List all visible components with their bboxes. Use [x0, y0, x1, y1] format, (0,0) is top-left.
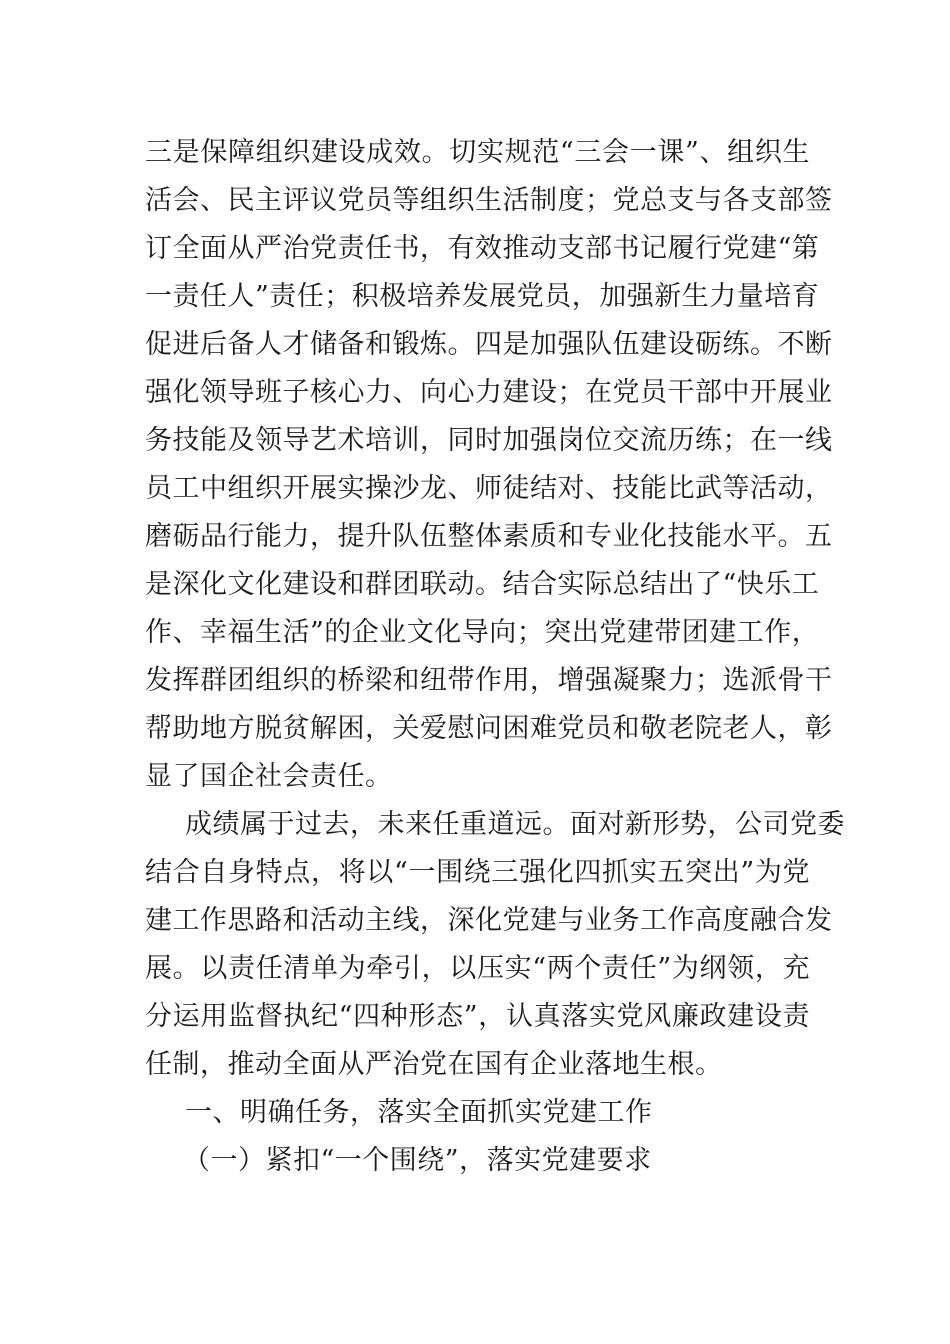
paragraph-line: 结合自身特点，将以“一围绕三强化四抓实五突出”为党	[145, 857, 810, 888]
paragraph-line: 员工中组织开展实操沙龙、师徒结对、技能比武等活动，	[145, 473, 833, 504]
paragraph-line: 分运用监督执纪“四种形态”，认真落实党风廉政建设责	[145, 1001, 810, 1032]
paragraph-line: 展。以责任清单为牵引，以压实“两个责任”为纲领，充	[145, 953, 810, 984]
paragraph-line: 建工作思路和活动主线，深化党建与业务工作高度融合发	[145, 905, 833, 936]
subsection-heading: （一）紧扣“一个围绕”，落实党建要求	[183, 1145, 652, 1176]
paragraph-line: 订全面从严治党责任书，有效推动支部书记履行党建“第	[145, 233, 820, 264]
paragraph-line: 发挥群团组织的桥梁和纽带作用，增强凝聚力；选派骨干	[145, 665, 833, 696]
paragraph-line: 一责任人”责任；积极培养发展党员，加强新生力量培育	[145, 281, 820, 312]
paragraph-line: 磨砺品行能力，提升队伍整体素质和专业化技能水平。五	[145, 521, 833, 552]
paragraph-line: 务技能及领导艺术培训，同时加强岗位交流历练；在一线	[145, 425, 833, 456]
paragraph-line: 显了国企社会责任。	[145, 761, 393, 792]
paragraph-line: 帮助地方脱贫解困，关爱慰问困难党员和敬老院老人，彰	[145, 713, 833, 744]
paragraph-line: 促进后备人才储备和锻炼。四是加强队伍建设砺练。不断	[145, 329, 833, 360]
paragraph-line: 三是保障组织建设成效。切实规范“三会一课”、组织生	[145, 137, 810, 168]
paragraph-line: 作、幸福生活”的企业文化导向；突出党建带团建工作，	[145, 617, 820, 648]
paragraph-line: 任制，推动全面从严治党在国有企业落地生根。	[145, 1049, 723, 1080]
paragraph-line: 是深化文化建设和群团联动。结合实际总结出了“快乐工	[145, 569, 820, 600]
paragraph-line: 成绩属于过去，未来任重道远。面对新形势，公司党委	[185, 809, 845, 840]
paragraph-line: 强化领导班子核心力、向心力建设；在党员干部中开展业	[145, 377, 833, 408]
section-heading: 一、明确任务，落实全面抓实党建工作	[185, 1097, 653, 1128]
paragraph-line: 活会、民主评议党员等组织生活制度；党总支与各支部签	[145, 185, 833, 216]
